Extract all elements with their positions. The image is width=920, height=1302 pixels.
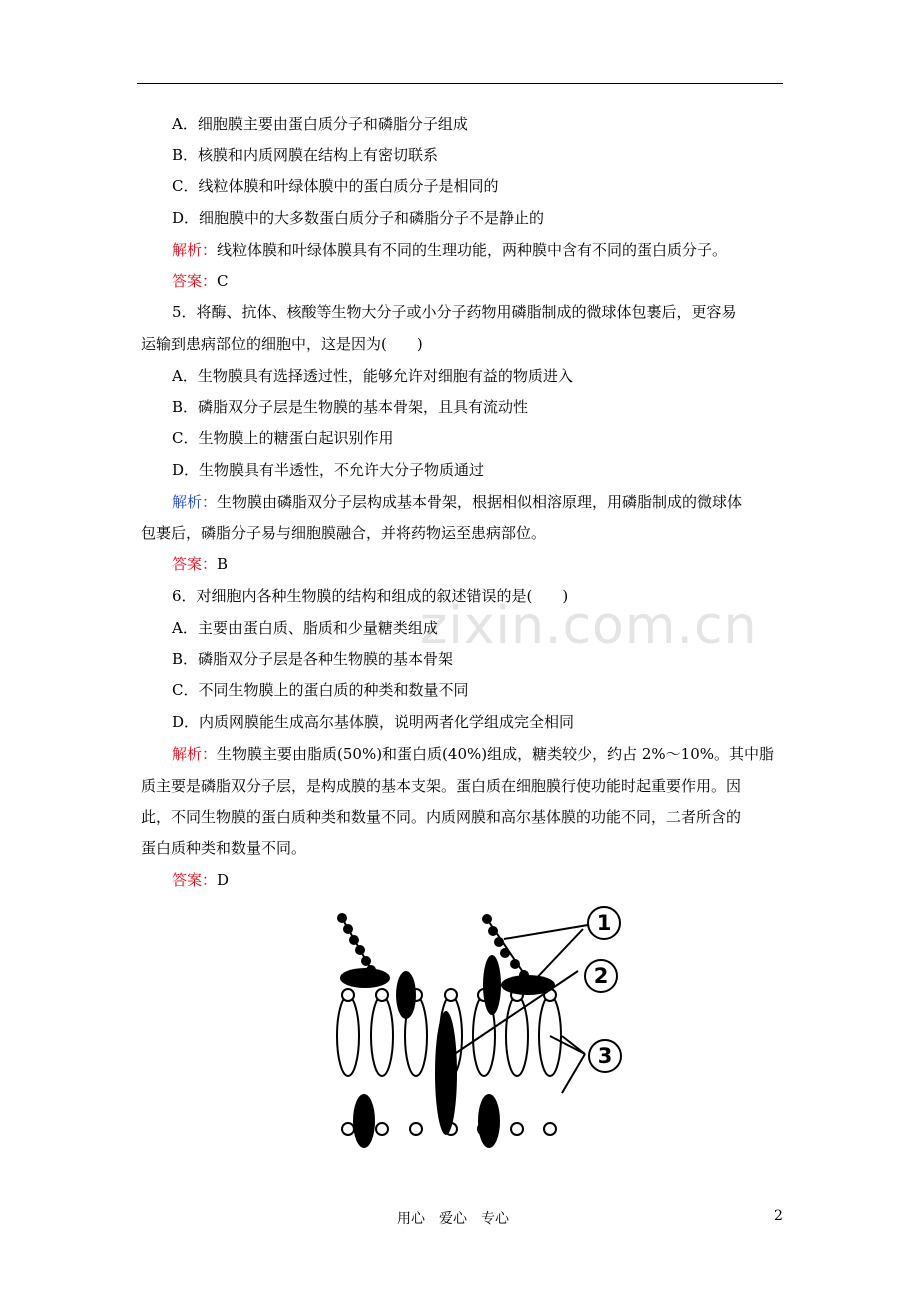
option-d: D．生物膜具有半透性，不允许大分子物质通过 <box>172 461 485 479</box>
header-rule <box>137 83 783 84</box>
option-d: D．内质网膜能生成高尔基体膜，说明两者化学组成完全相同 <box>172 713 575 731</box>
analysis-text: 线粒体膜和叶绿体膜具有不同的生理功能，两种膜中含有不同的蛋白质分子。 <box>217 241 728 259</box>
option-b: B．磷脂双分子层是各种生物膜的基本骨架 <box>172 650 454 668</box>
analysis <box>172 492 742 512</box>
analysis-label: 解析： <box>172 493 218 511</box>
page-number: 2 <box>774 1208 783 1224</box>
option-c: C．不同生物膜上的蛋白质的种类和数量不同 <box>172 681 469 699</box>
option-a: A．主要由蛋白质、脂质和少量糖类组成 <box>172 619 438 637</box>
analysis-cont: 此，不同生物膜的蛋白质种类和数量不同。内质网膜和高尔基体膜的功能不同，二者所含的 <box>141 808 742 826</box>
question-5-cont: 运输到患病部位的细胞中，这是因为( ) <box>141 335 423 353</box>
analysis <box>172 240 727 260</box>
label-1: 1 <box>596 911 612 935</box>
analysis-label: 解析： <box>172 241 218 259</box>
answer <box>172 554 228 574</box>
option-c: C．生物膜上的糖蛋白起识别作用 <box>172 429 394 447</box>
label-3: 3 <box>597 1044 613 1068</box>
glycoprotein-left <box>337 913 390 988</box>
option-b: B．磷脂双分子层是生物膜的基本骨架，且具有流动性 <box>172 398 529 416</box>
answer-label: 答案： <box>172 871 218 889</box>
answer-label: 答案： <box>172 555 218 573</box>
option-d: D．细胞膜中的大多数蛋白质分子和磷脂分子不是静止的 <box>172 209 545 227</box>
analysis-text: 生物膜由磷脂双分子层构成基本骨架，根据相似相溶原理，用磷脂制成的微球体 <box>217 493 743 511</box>
option-b: B．核膜和内质网膜在结构上有密切联系 <box>172 146 439 164</box>
analysis-cont: 质主要是磷脂双分子层，是构成膜的基本支架。蛋白质在细胞膜行使功能时起重要作用。因 <box>141 777 742 795</box>
footer-motto: 用心 爱心 专心 <box>397 1211 509 1227</box>
answer-value: C <box>217 272 229 290</box>
watermark: zixin.com.cn <box>420 596 758 656</box>
diagram-labels <box>585 907 621 1072</box>
membrane-diagram <box>320 903 640 1153</box>
option-a: A．生物膜具有选择透过性，能够允许对细胞有益的物质进入 <box>172 367 573 385</box>
answer <box>172 271 229 291</box>
analysis-cont: 包裹后，磷脂分子易与细胞膜融合，并将药物运至患病部位。 <box>141 524 547 542</box>
analysis-label: 解析： <box>172 745 218 763</box>
answer-value: B <box>217 555 229 573</box>
option-a: A．细胞膜主要由蛋白质分子和磷脂分子组成 <box>172 115 468 133</box>
question-6: 6．对细胞内各种生物膜的结构和组成的叙述错误的是( ) <box>172 587 569 605</box>
answer <box>172 870 229 890</box>
label-2: 2 <box>593 964 609 988</box>
answer-label: 答案： <box>172 272 218 290</box>
analysis-cont: 蛋白质种类和数量不同。 <box>141 839 307 857</box>
analysis <box>172 744 774 764</box>
question-5: 5．将酶、抗体、核酸等生物大分子或小分子药物用磷脂制成的微球体包裹后，更容易 <box>172 303 737 321</box>
answer-value: D <box>217 871 230 889</box>
option-c: C．线粒体膜和叶绿体膜中的蛋白质分子是相同的 <box>172 177 499 195</box>
analysis-text: 生物膜主要由脂质(50%)和蛋白质(40%)组成，糖类较少，约占 2%～10%。其中脂 <box>217 745 775 763</box>
